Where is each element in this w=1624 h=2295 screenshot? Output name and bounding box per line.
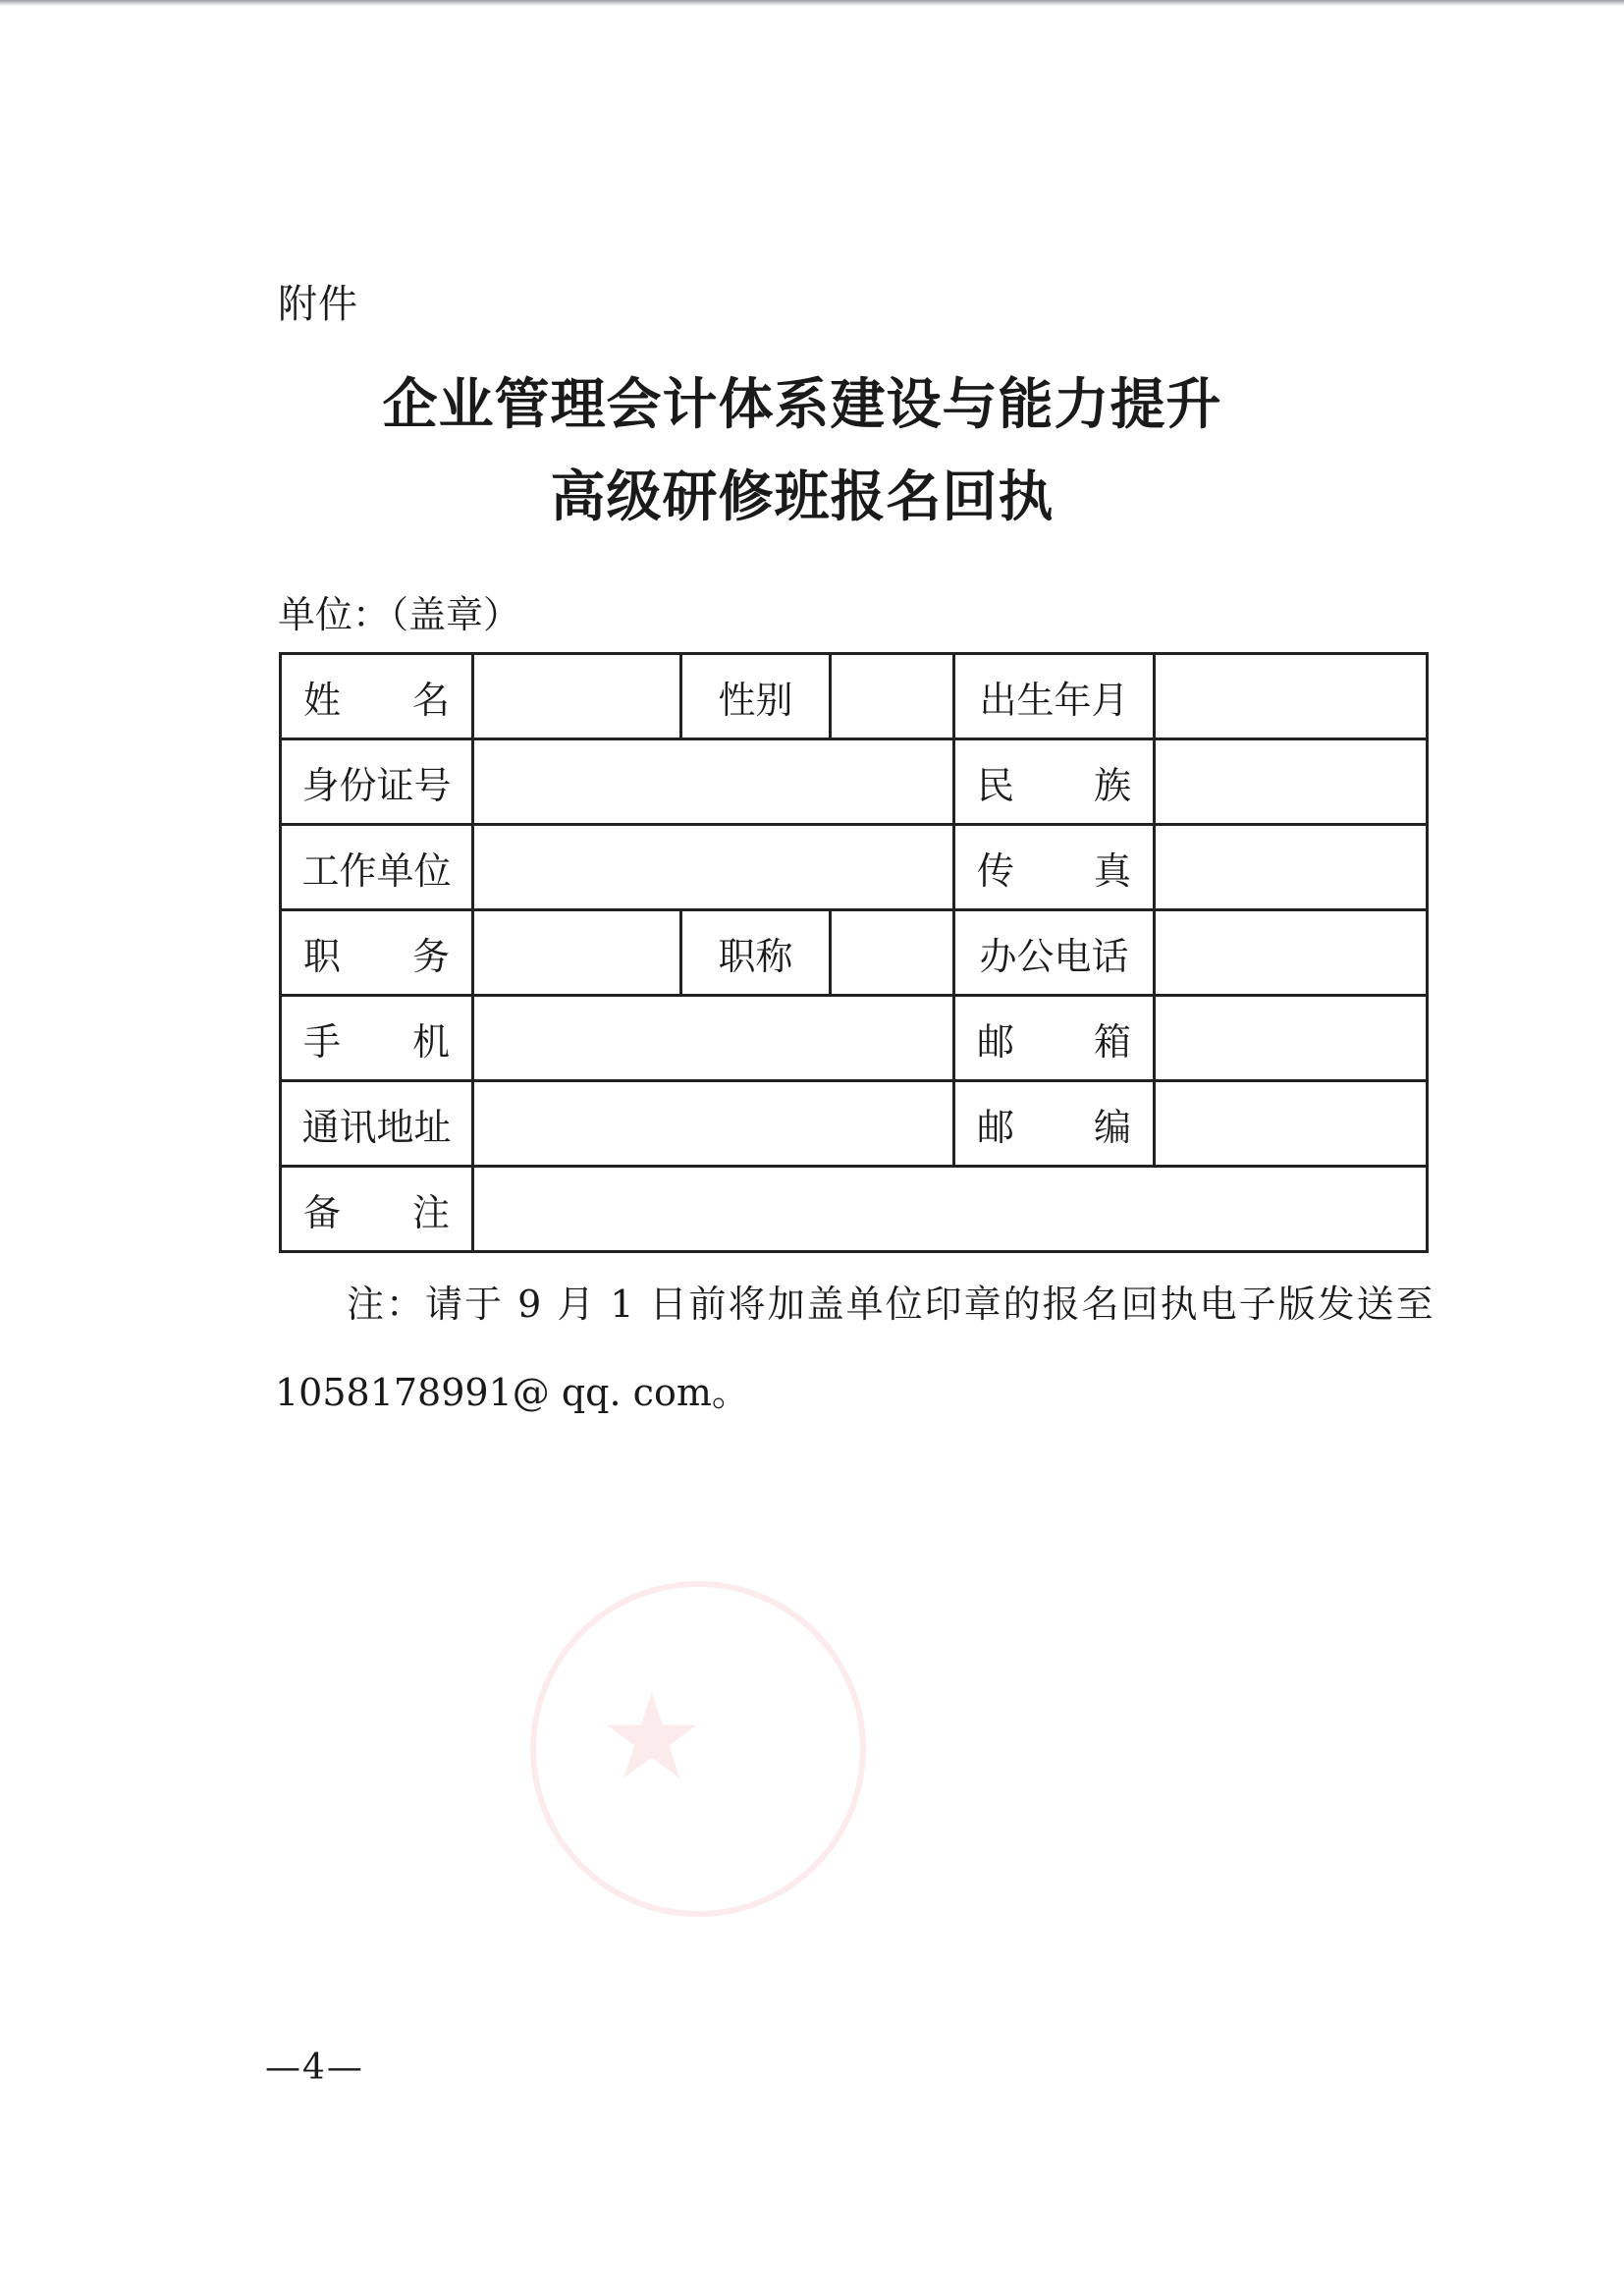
name-field[interactable]: [473, 654, 681, 739]
fax-label: 传 真: [954, 825, 1155, 910]
birth-date-field[interactable]: [1155, 654, 1428, 739]
ethnicity-field[interactable]: [1155, 739, 1428, 825]
email-field[interactable]: [1155, 996, 1428, 1081]
table-row: [281, 739, 1428, 825]
table-row: [281, 910, 1428, 996]
birth-date-label: 出生年月: [954, 654, 1155, 739]
professional-title-label: 职称: [681, 910, 831, 996]
remarks-label: 备 注: [281, 1167, 473, 1252]
document-title-line-1: 企业管理会计体系建设与能力提升: [382, 372, 1222, 437]
position-field[interactable]: [473, 910, 681, 996]
scan-edge: [0, 0, 1624, 6]
gender-field[interactable]: [831, 654, 954, 739]
professional-title-field[interactable]: [831, 910, 954, 996]
table-row: [281, 654, 1428, 739]
employer-label: 工作单位: [281, 825, 473, 910]
mobile-field[interactable]: [473, 996, 954, 1081]
employer-field[interactable]: [473, 825, 954, 910]
postcode-field[interactable]: [1155, 1081, 1428, 1167]
attachment-label: 附件: [278, 282, 358, 327]
remarks-field[interactable]: [473, 1167, 1428, 1252]
registration-form-table: [279, 652, 1429, 1253]
fax-field[interactable]: [1155, 825, 1428, 910]
table-row: [281, 1081, 1428, 1167]
email-label: 邮 箱: [954, 996, 1155, 1081]
faded-seal-star-icon: ★: [599, 1669, 705, 1806]
position-label: 职 务: [281, 910, 473, 996]
unit-seal-line: 单位：（盖章）: [278, 593, 521, 636]
address-field[interactable]: [473, 1081, 954, 1167]
office-phone-field[interactable]: [1155, 910, 1428, 996]
page-number: —4—: [265, 2048, 364, 2088]
id-number-label: 身份证号: [281, 739, 473, 825]
ethnicity-label: 民 族: [954, 739, 1155, 825]
address-label: 通讯地址: [281, 1081, 473, 1167]
name-label: 姓 名: [281, 654, 473, 739]
office-phone-label: 办公电话: [954, 910, 1155, 996]
submission-note: 注：请于 9 月 1 日前将加盖单位印章的报名回执电子版发送至: [347, 1283, 1435, 1326]
submission-email: 1058178991@ qq. com。: [275, 1371, 749, 1414]
postcode-label: 邮 编: [954, 1081, 1155, 1167]
table-row: [281, 996, 1428, 1081]
gender-label: 性别: [681, 654, 831, 739]
document-title-line-2: 高级研修班报名回执: [550, 464, 1055, 529]
mobile-label: 手 机: [281, 996, 473, 1081]
faded-seal-mark: [530, 1581, 866, 1917]
table-row: [281, 825, 1428, 910]
id-number-field[interactable]: [473, 739, 954, 825]
table-row: [281, 1167, 1428, 1252]
